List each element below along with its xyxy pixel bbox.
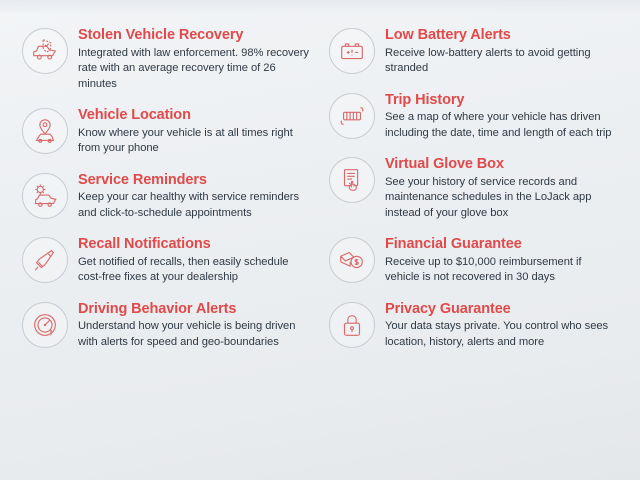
feature-column-left [22,26,311,460]
feature-description: Understand how your vehicle is being driven with alerts for speed and geo-boundaries [78,320,296,348]
feature-description: See your history of service records and maintenance schedules in the LoJack app instead of your glove box [385,175,592,219]
feature-text [78,171,311,222]
feature-text [78,26,311,92]
feature-title: Financial Guarantee [385,236,522,253]
vehicle-location-pin-icon [22,108,68,154]
feature-privacy-guarantee [329,300,618,351]
feature-recall-notifications [22,235,311,286]
feature-description: Get notified of recalls, then easily schedule cost-free fixes at your dealership [78,255,289,284]
feature-title: Service Reminders [78,171,207,188]
feature-description: Keep your car healthy with service reminders and click-to-schedule appointments [78,191,300,219]
feature-text [78,106,311,157]
feature-title: Stolen Vehicle Recovery [78,27,244,43]
feature-text [385,91,618,142]
feature-column-right [329,26,618,460]
feature-description: Receive up to $10,000 reimbursement if vehicle is not recovered in 30 days [385,255,582,284]
feature-text [78,235,311,286]
feature-description: Integrated with law enforcement. 98% recovery rate with an average recovery time of 26 minutes [78,46,309,90]
feature-virtual-glove-box [329,155,618,221]
virtual-glove-box-documents-icon [329,157,375,203]
feature-description: See a map of where your vehicle has driven including the date, time and length of each trip [385,111,612,139]
recall-notifications-megaphone-icon [22,237,68,283]
feature-description: Receive low-battery alerts to avoid getting stranded [385,46,591,75]
financial-guarantee-money-icon [329,237,375,283]
driving-behavior-alerts-speedometer-icon [22,302,68,348]
feature-text [385,26,618,77]
feature-text [385,300,618,351]
feature-service-reminders [22,171,311,222]
feature-text [385,155,618,221]
feature-title: Privacy Guarantee [385,300,511,317]
feature-columns [22,26,618,460]
feature-title: Trip History [385,91,465,108]
feature-driving-behavior-alerts [22,300,311,351]
feature-low-battery-alerts [329,26,618,77]
feature-text [78,300,311,351]
feature-financial-guarantee [329,235,618,286]
feature-stolen-vehicle-recovery [22,26,311,92]
feature-description: Know where your vehicle is at all times right from your phone [78,126,293,155]
low-battery-alerts-battery-icon [329,28,375,74]
trip-history-odometer-icon [329,93,375,139]
feature-description: Your data stays private. You control who sees location, history, alerts and more [385,320,609,348]
feature-text [385,235,618,286]
service-reminders-gear-car-icon [22,173,68,219]
stolen-vehicle-recovery-icon [22,28,68,74]
feature-title: Virtual Glove Box [385,156,504,173]
feature-trip-history [329,91,618,142]
feature-title: Vehicle Location [78,107,191,124]
privacy-guarantee-lock-icon [329,302,375,348]
feature-vehicle-location [22,106,311,157]
feature-title: Recall Notifications [78,236,211,253]
feature-title: Low Battery Alerts [385,27,511,43]
feature-title: Driving Behavior Alerts [78,300,237,317]
